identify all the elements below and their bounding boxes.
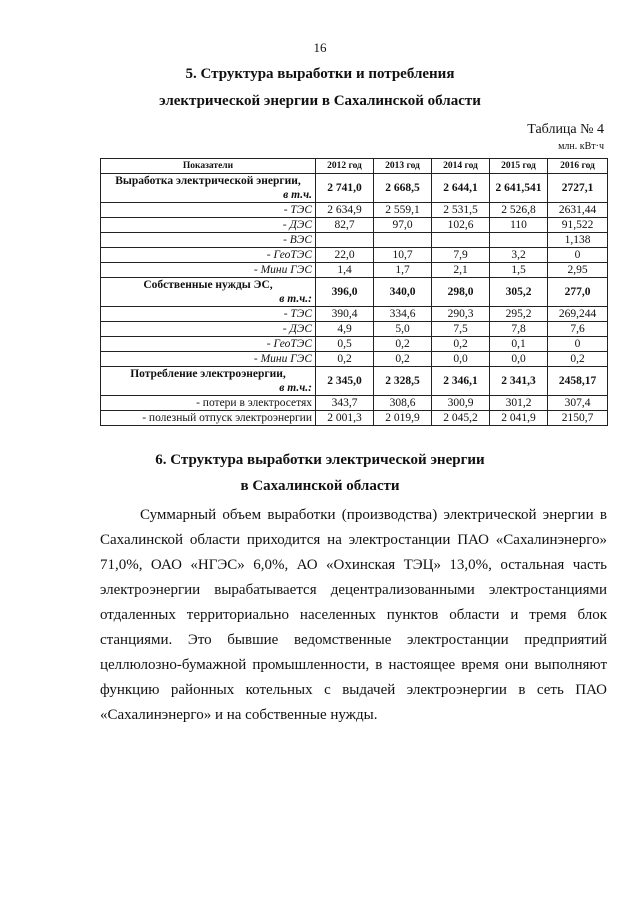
value-cell: 4,9 bbox=[316, 322, 374, 337]
value-cell: 3,2 bbox=[490, 248, 548, 263]
value-cell: 1,5 bbox=[490, 263, 548, 278]
group-value-cell: 2 346,1 bbox=[432, 367, 490, 396]
group-subtitle: в т.ч.: bbox=[279, 382, 312, 394]
value-cell: 2 041,9 bbox=[490, 411, 548, 426]
row-label: - потери в электросетях bbox=[101, 396, 316, 411]
value-cell: 2631,44 bbox=[548, 203, 608, 218]
value-cell: 0,2 bbox=[374, 352, 432, 367]
value-cell: 1,7 bbox=[374, 263, 432, 278]
table-row bbox=[101, 322, 608, 337]
section6-title-line1: 6. Структура выработки электрической энергии bbox=[155, 452, 485, 468]
value-cell bbox=[316, 233, 374, 248]
group-value-cell: 2727,1 bbox=[548, 174, 608, 203]
table-row bbox=[101, 203, 608, 218]
table-unit: млн. кВт·ч bbox=[558, 141, 604, 152]
table-group-row bbox=[101, 367, 608, 396]
value-cell: 290,3 bbox=[432, 307, 490, 322]
value-cell: 7,9 bbox=[432, 248, 490, 263]
value-cell: 2 559,1 bbox=[374, 203, 432, 218]
value-cell: 2 526,8 bbox=[490, 203, 548, 218]
table-group-row bbox=[101, 278, 608, 307]
group-title: Собственные нужды ЭС, bbox=[143, 279, 273, 291]
value-cell: 0 bbox=[548, 248, 608, 263]
value-cell: 22,0 bbox=[316, 248, 374, 263]
value-cell: 1,138 bbox=[548, 233, 608, 248]
table-row bbox=[101, 248, 608, 263]
value-cell: 0,5 bbox=[316, 337, 374, 352]
section6-body bbox=[100, 503, 607, 728]
table-header-row bbox=[101, 159, 608, 174]
header-year: 2013 год bbox=[374, 159, 432, 174]
value-cell: 82,7 bbox=[316, 218, 374, 233]
group-value-cell: 2 341,3 bbox=[490, 367, 548, 396]
group-value-cell: 2458,17 bbox=[548, 367, 608, 396]
group-title: Выработка электрической энергии, bbox=[115, 175, 301, 187]
group-subtitle: в т.ч. bbox=[283, 189, 312, 201]
value-cell: 1,4 bbox=[316, 263, 374, 278]
group-value-cell: 2 668,5 bbox=[374, 174, 432, 203]
value-cell bbox=[374, 233, 432, 248]
group-label bbox=[101, 367, 316, 396]
value-cell bbox=[490, 233, 548, 248]
table-row bbox=[101, 411, 608, 426]
row-label: - ДЭС bbox=[101, 218, 316, 233]
value-cell: 2,1 bbox=[432, 263, 490, 278]
value-cell: 110 bbox=[490, 218, 548, 233]
table-row bbox=[101, 233, 608, 248]
value-cell: 102,6 bbox=[432, 218, 490, 233]
row-label: - ДЭС bbox=[101, 322, 316, 337]
value-cell: 308,6 bbox=[374, 396, 432, 411]
table-row bbox=[101, 352, 608, 367]
table-group-row bbox=[101, 174, 608, 203]
table-row bbox=[101, 307, 608, 322]
table-number: Таблица № 4 bbox=[527, 122, 604, 137]
value-cell: 334,6 bbox=[374, 307, 432, 322]
value-cell: 97,0 bbox=[374, 218, 432, 233]
value-cell: 10,7 bbox=[374, 248, 432, 263]
production-table bbox=[100, 158, 608, 426]
value-cell: 0,0 bbox=[432, 352, 490, 367]
value-cell: 7,8 bbox=[490, 322, 548, 337]
value-cell: 2 634,9 bbox=[316, 203, 374, 218]
section5-title-line2: электрической энергии в Сахалинской области bbox=[159, 93, 481, 109]
group-value-cell: 396,0 bbox=[316, 278, 374, 307]
value-cell bbox=[432, 233, 490, 248]
section6-paragraph: Суммарный объем выработки (производства) электрической энергии в Сахалинской области приходится на электростанции ПАО «Сахалинэнерго» 71,0%, ОАО «НГЭС» 6,0%, АО «Охинская ТЭЦ» 13,0%, остальная часть электроэнергии вырабатывается децентрализованными электростанциями отдаленных территориально населенных пунктов области и тремя блок станциями. Это бывшие ведомственные электростанции предприятий целлюлозно-бумажной промышленности, в настоящее время они выполняют функцию районных котельных с выдачей электроэнергии в сеть ПАО «Сахалинэнерго» и на собственные нужды. bbox=[100, 507, 607, 723]
value-cell: 2 531,5 bbox=[432, 203, 490, 218]
value-cell: 301,2 bbox=[490, 396, 548, 411]
header-year: 2016 год bbox=[548, 159, 608, 174]
header-year: 2014 год bbox=[432, 159, 490, 174]
value-cell: 0,2 bbox=[316, 352, 374, 367]
group-value-cell: 298,0 bbox=[432, 278, 490, 307]
group-value-cell: 2 328,5 bbox=[374, 367, 432, 396]
value-cell: 307,4 bbox=[548, 396, 608, 411]
value-cell: 2 045,2 bbox=[432, 411, 490, 426]
table-row bbox=[101, 337, 608, 352]
value-cell: 91,522 bbox=[548, 218, 608, 233]
header-year: 2015 год bbox=[490, 159, 548, 174]
value-cell: 0,0 bbox=[490, 352, 548, 367]
group-subtitle: в т.ч.: bbox=[279, 293, 312, 305]
group-value-cell: 277,0 bbox=[548, 278, 608, 307]
section6-title-line2: в Сахалинской области bbox=[240, 478, 400, 494]
row-label: - ГеоТЭС bbox=[101, 337, 316, 352]
row-label: - Мини ГЭС bbox=[101, 352, 316, 367]
value-cell: 2 019,9 bbox=[374, 411, 432, 426]
value-cell: 269,244 bbox=[548, 307, 608, 322]
page-number: 16 bbox=[313, 40, 327, 55]
value-cell: 2150,7 bbox=[548, 411, 608, 426]
table-row bbox=[101, 263, 608, 278]
value-cell: 0 bbox=[548, 337, 608, 352]
group-value-cell: 340,0 bbox=[374, 278, 432, 307]
group-value-cell: 305,2 bbox=[490, 278, 548, 307]
group-value-cell: 2 741,0 bbox=[316, 174, 374, 203]
section5-title-line1: 5. Структура выработки и потребления bbox=[185, 66, 455, 82]
row-label: - Мини ГЭС bbox=[101, 263, 316, 278]
group-label bbox=[101, 278, 316, 307]
value-cell: 7,5 bbox=[432, 322, 490, 337]
value-cell: 5,0 bbox=[374, 322, 432, 337]
value-cell: 2,95 bbox=[548, 263, 608, 278]
value-cell: 0,2 bbox=[548, 352, 608, 367]
header-year: 2012 год bbox=[316, 159, 374, 174]
value-cell: 300,9 bbox=[432, 396, 490, 411]
group-value-cell: 2 644,1 bbox=[432, 174, 490, 203]
value-cell: 0,1 bbox=[490, 337, 548, 352]
table-row bbox=[101, 396, 608, 411]
row-label: - ТЭС bbox=[101, 307, 316, 322]
row-label: - ГеоТЭС bbox=[101, 248, 316, 263]
group-value-cell: 2 641,541 bbox=[490, 174, 548, 203]
row-label: - ВЭС bbox=[101, 233, 316, 248]
group-value-cell: 2 345,0 bbox=[316, 367, 374, 396]
header-indicators: Показатели bbox=[101, 159, 316, 174]
row-label: - полезный отпуск электроэнергии bbox=[101, 411, 316, 426]
value-cell: 295,2 bbox=[490, 307, 548, 322]
group-label bbox=[101, 174, 316, 203]
value-cell: 390,4 bbox=[316, 307, 374, 322]
value-cell: 0,2 bbox=[374, 337, 432, 352]
value-cell: 7,6 bbox=[548, 322, 608, 337]
row-label: - ТЭС bbox=[101, 203, 316, 218]
value-cell: 343,7 bbox=[316, 396, 374, 411]
value-cell: 2 001,3 bbox=[316, 411, 374, 426]
value-cell: 0,2 bbox=[432, 337, 490, 352]
group-title: Потребление электроэнергии, bbox=[130, 368, 286, 380]
table-row bbox=[101, 218, 608, 233]
